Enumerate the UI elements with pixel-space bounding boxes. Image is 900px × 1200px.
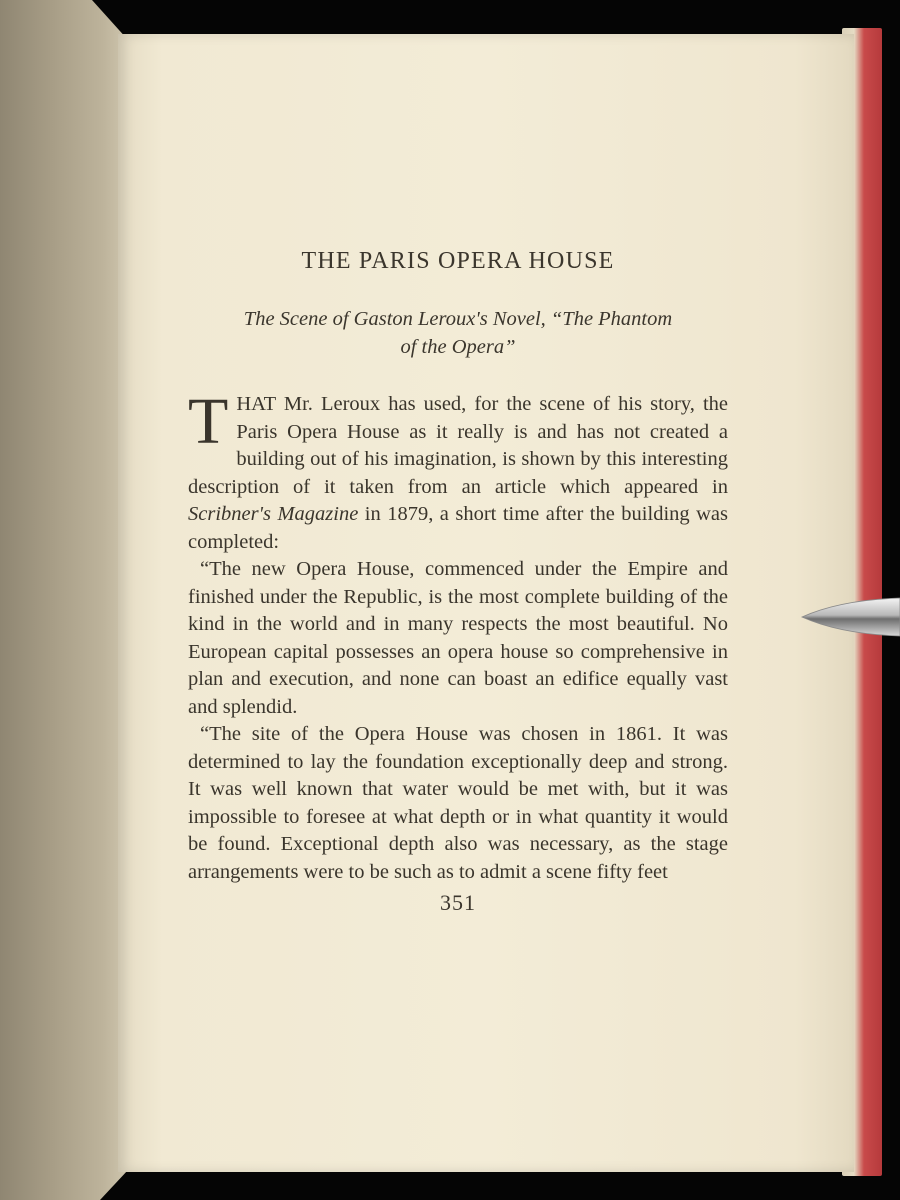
- page-subtitle: [188, 305, 728, 361]
- paragraph-2: “The new Opera House, commenced under the Empire and finished under the Republic, is the most complete building of the kind in the world and in many respects the most beautiful. No European capital possesses an opera house so comprehensive in plan and execution, and none can boast an edifice equally vast and splendid.: [188, 558, 728, 718]
- page-number: 351: [440, 890, 476, 915]
- book-page: [118, 34, 854, 1172]
- subtitle-line-1: The Scene of Gaston Leroux's Novel, “The Phantom: [243, 308, 673, 330]
- paragraph-1-start: HAT Mr. Leroux has used, for the scene of his story, the Paris Opera House as it really is and has not created a building out of his imagination, is shown by this interesting description of it taken from an article which appeared in: [188, 393, 728, 498]
- page-marker-pointer: [800, 594, 900, 640]
- paragraph-1-end: in 1879, a short time after the building was completed:: [188, 503, 728, 553]
- paragraph-3: “The site of the Opera House was chosen in 1861. It was determined to lay the foundation exceptionally deep and strong. It was well known that water would be met with, but it was impossible to foresee at what depth or in what quantity it would be found. Exceptional depth also was necessary, as the stage arrangements were to be such as to admit a scene fifty feet: [188, 723, 728, 883]
- subtitle-line-2: of the Opera”: [400, 336, 516, 358]
- left-page-edge: [0, 0, 128, 1200]
- page-title: THE PARIS OPERA HOUSE: [301, 248, 615, 274]
- magazine-title: Scribner's Magazine: [188, 503, 359, 525]
- page-content: [188, 248, 728, 916]
- paragraph-1: [188, 385, 728, 556]
- drop-cap: T: [188, 385, 229, 458]
- body-text: [188, 385, 728, 886]
